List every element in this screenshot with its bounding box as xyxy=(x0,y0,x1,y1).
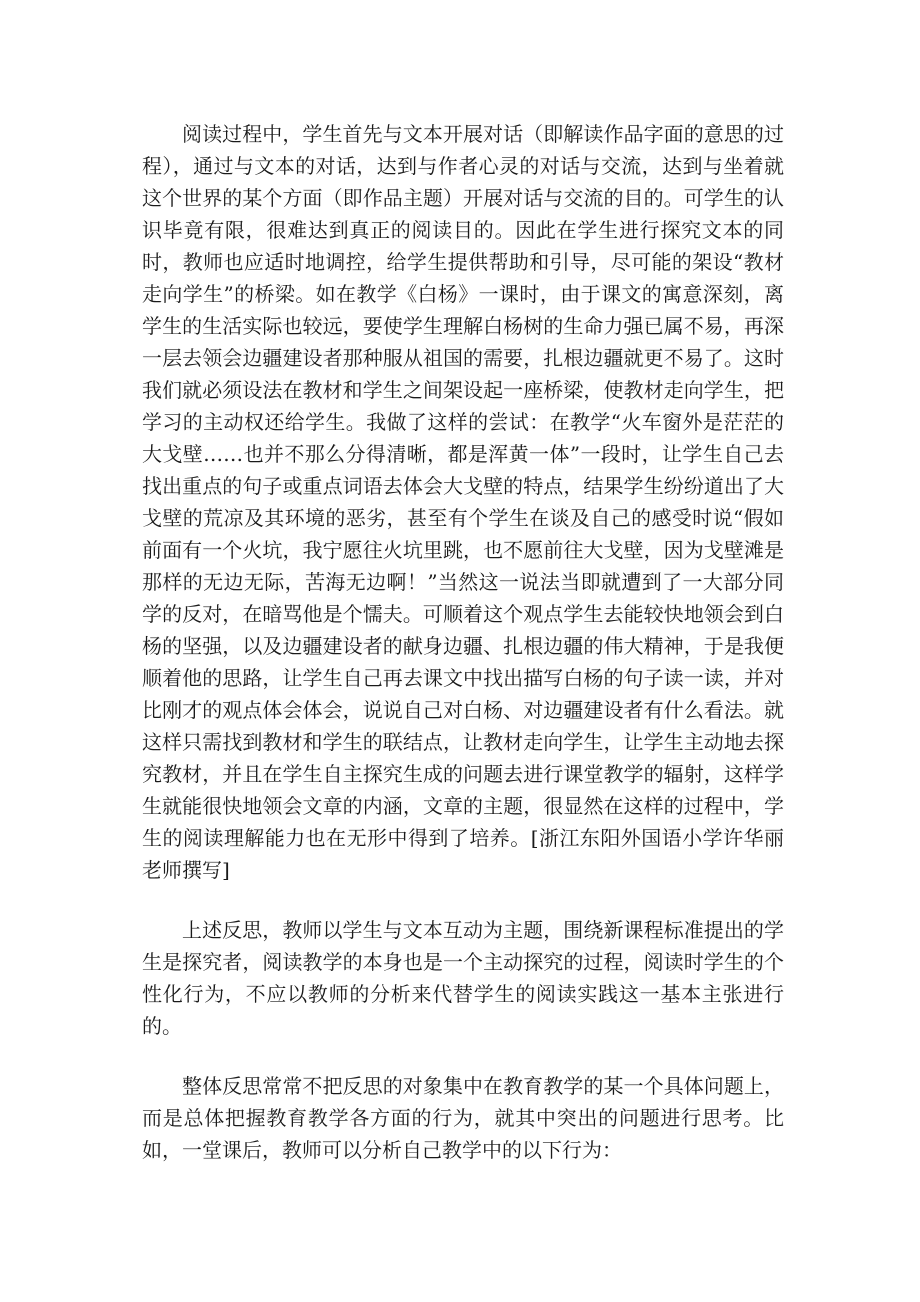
paragraph-overall-reflection: 整体反思常常不把反思的对象集中在教育教学的某一个具体问题上，而是总体把握教育教学各方面的行为，就其中突出的问题进行思考。比如，一堂课后，教师可以分析自己教学中的以下行为： xyxy=(142,1074,784,1162)
paragraph-reflection-summary: 上述反思，教师以学生与文本互动为主题，围绕新课程标准提出的学生是探究者，阅读教学的本身也是一个主动探究的过程，阅读时学生的个性化行为，不应以教师的分析来代替学生的阅读实践这一基本主张进行的。 xyxy=(142,918,784,1038)
document-body xyxy=(142,118,784,1166)
paragraph-reading-dialogue: 阅读过程中，学生首先与文本开展对话（即解读作品字面的意思的过程），通过与文本的对话，达到与作者心灵的对话与交流，达到与坐着就这个世界的某个方面（即作品主题）开展对话与交流的目的。可学生的认识毕竟有限，很难达到真正的阅读目的。因此在学生进行探究文本的同时，教师也应适时地调控，给学生提供帮助和引导，尽可能的架设“教材走向学生”的桥梁。如在教学《白杨》一课时，由于课文的寓意深刻，离学生的生活实际也较远，要使学生理解白杨树的生命力强已属不易，再深一层去领会边疆建设者那种服从祖国的需要，扎根边疆就更不易了。这时我们就必须设法在教材和学生之间架设起一座桥梁，使教材走向学生，把学习的主动权还给学生。我做了这样的尝试：在教学“火车窗外是茫茫的大戈壁……也并不那么分得清晰，都是浑黄一体”一段时，让学生自己去找出重点的句子或重点词语去体会大戈壁的特点，结果学生纷纷道出了大戈壁的荒凉及其环境的恶劣，甚至有个学生在谈及自己的感受时说“假如前面有一个火坑，我宁愿往火坑里跳，也不愿前往大戈壁，因为戈壁滩是那样的无边无际，苦海无边啊！”当然这一说法当即就遭到了一大部分同学的反对，在暗骂他是个懦夫。可顺着这个观点学生去能较快地领会到白杨的坚强，以及边疆建设者的献身边疆、扎根边疆的伟大精神，于是我便顺着他的思路，让学生自己再去课文中找出描写白杨的句子读一读，并对比刚才的观点体会体会，说说自己对白杨、对边疆建设者有什么看法。就这样只需找到教材和学生的联结点，让教材走向学生，让学生主动地去探究教材，并且在学生自主探究生成的问题去进行课堂教学的辐射，这样学生就能很快地领会文章的内涵，文章的主题，很显然在这样的过程中，学生的阅读理解能力也在无形中得到了培养。[浙江东阳外国语小学许华丽老师撰写] xyxy=(142,122,784,882)
